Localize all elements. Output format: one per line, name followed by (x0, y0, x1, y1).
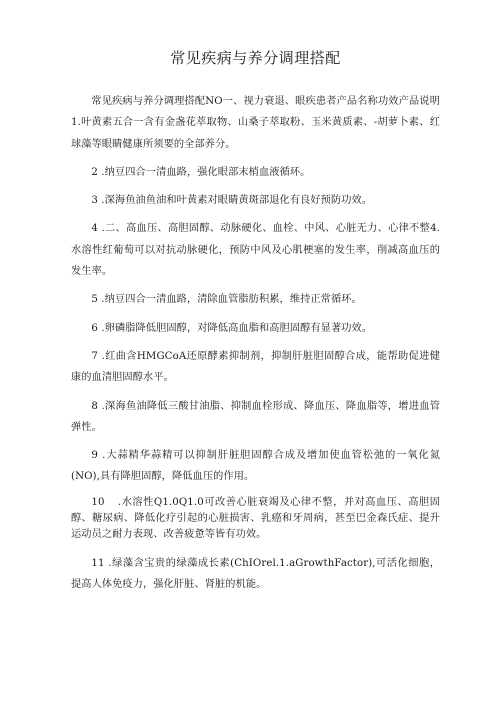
document-title: 常见疾病与养分调理搭配 (170, 49, 341, 67)
paragraph-6: 6 .卵磷脂降低胆固醇，对降低高血脂和高胆固醇有显著功效。 (91, 322, 373, 334)
paragraph-4: 4 .二、高血压、高胆固醇、动脉硬化、血栓、中风、心脏无力、心律不整4.水溶性红葡萄可以对抗动脉硬化，预防中风及心肌梗塞的发生率，削减高血压的发生率。 (71, 223, 440, 278)
paragraph-9: 9 .大蒜精华蒜精可以抑制肝脏胆固醇合成及增加使血管松弛的一氧化氮(NO),具有降胆固醇，降低血压的作用。 (71, 450, 440, 483)
paragraph-10 (71, 495, 440, 543)
paragraph-11: 11 .绿藻含宝贵的绿藻成长素(ChIOrel.1.aGrowthFactor),可活化细胞，提高人体免疫力，强化肝脏、肾脏的机能。 (71, 557, 440, 591)
paragraph-8: 8 .深海鱼油降低三酸甘油脂、抑制血栓形成、降血压、降血脂等，增进血管弹性。 (71, 400, 440, 433)
paragraph-intro: 常见疾病与养分调理搭配NO一、视力衰退、眼疾患者产品名称功效产品说明1.叶黄素五合一含有金盏花萃取物、山桑子萃取粉、玉米黄质素、-胡萝卜素、红球藻等眼睛健康所须要的全部养分。 (71, 96, 440, 150)
paragraph-3: 3 .深海鱼油鱼油和叶黄素对眼睛黄斑部退化有良好预防功效。 (91, 195, 373, 207)
paragraph-5: 5 .纳豆四合一清血路，清除血管脂肪积累，维持正常循环。 (91, 294, 362, 306)
paragraph-2: 2 .纳豆四合一清血路，强化眼部末梢血液循环。 (91, 166, 311, 178)
paragraph-7: 7 .红曲含HMGCoA还原酵素抑制剂，抑制肝脏胆固醇合成，能帮助促进健康的血清胆固醇水平。 (71, 350, 440, 384)
paragraph-10-text: .水溶性Q1.0Q1.0可改善心脏衰竭及心律不整，并对高血压、高胆固醇、糖尿病、降低化疗引起的心脏损害、乳癌和牙周病，甚至巴金森氏症、提升运动员之耐力表现、改善疲惫等皆有功效。 (71, 496, 440, 540)
paragraph-10-number: 10 (91, 496, 105, 508)
